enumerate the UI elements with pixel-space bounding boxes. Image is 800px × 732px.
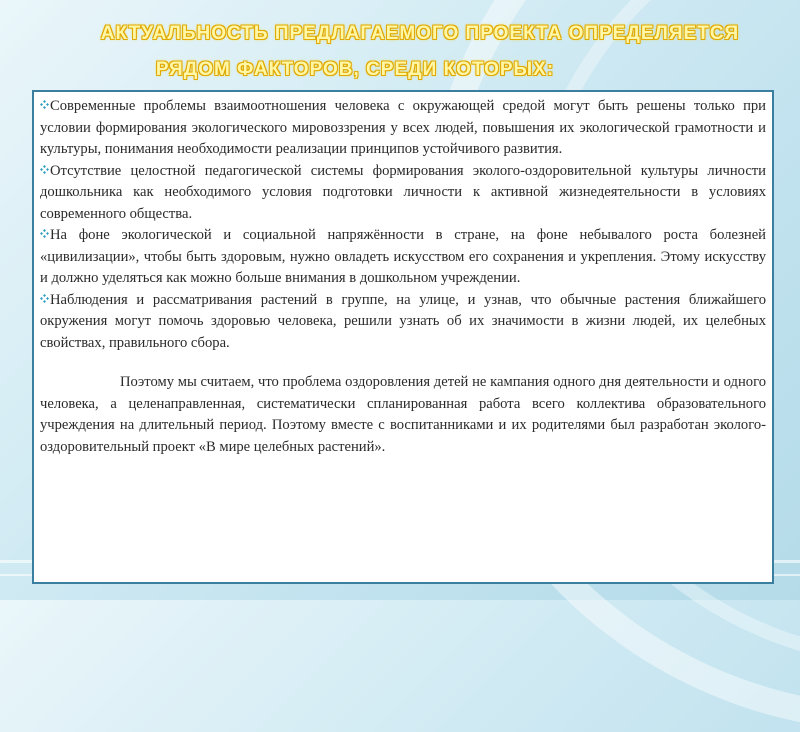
closing-paragraph: Поэтому мы считаем, что проблема оздоровления детей не кампания одного дня деятельности и одного человека, а целенаправленная, систематически спланированная работа всего коллектива образовательного учреждения на длительный период. Поэтому вместе с воспитанниками и их родителями был разработан эколого-оздоровительный проект «В мире целебных растений». [40, 374, 766, 455]
slide-title-line-1: АКТУАЛЬНОСТЬ ПРЕДЛАГАЕМОГО ПРОЕКТА ОПРЕДЕЛЯЕТСЯ [100, 23, 740, 44]
bullet-text: Наблюдения и рассматривания растений в группе, на улице, и узнав, что обычные растения ближайшего окружения могут помочь здоровью человека, решили узнать об их значимости в жизни людей, их целебных свойствах, правильного сбора. [40, 291, 766, 351]
bullet-item [40, 225, 766, 290]
content-box [32, 90, 774, 584]
slide-title [60, 24, 780, 80]
diamond-cluster-icon [40, 165, 49, 174]
bullet-item [40, 96, 766, 161]
bullet-item [40, 290, 766, 355]
slide-title-line-2: РЯДОМ ФАКТОРОВ, СРЕДИ КОТОРЫХ: [155, 59, 555, 80]
bullet-item [40, 161, 766, 226]
bullet-text: Отсутствие целостной педагогической системы формирования эколого-оздоровительной культуры личности дошкольника как необходимого условия подготовки личности к активной жизнедеятельности в условиях современного общества. [40, 162, 766, 222]
diamond-cluster-icon [40, 100, 49, 109]
diamond-cluster-icon [40, 294, 49, 303]
bullet-text: На фоне экологической и социальной напряжённости в стране, на фоне небывалого роста болезней «цивилизации», чтобы быть здоровым, нужно овладеть искусством его сохранения и укрепления. Этому искусству и должно уделяться как можно больше внимания в дошкольном учреждении. [40, 227, 766, 286]
bullet-text: Современные проблемы взаимоотношения человека с окружающей средой могут быть решены только при условии формирования экологического мировоззрения у всех людей, повышения их экологической грамотности и культуры, понимания необходимости реализации принципов устойчивого развития. [40, 98, 766, 157]
diamond-cluster-icon [40, 229, 49, 238]
